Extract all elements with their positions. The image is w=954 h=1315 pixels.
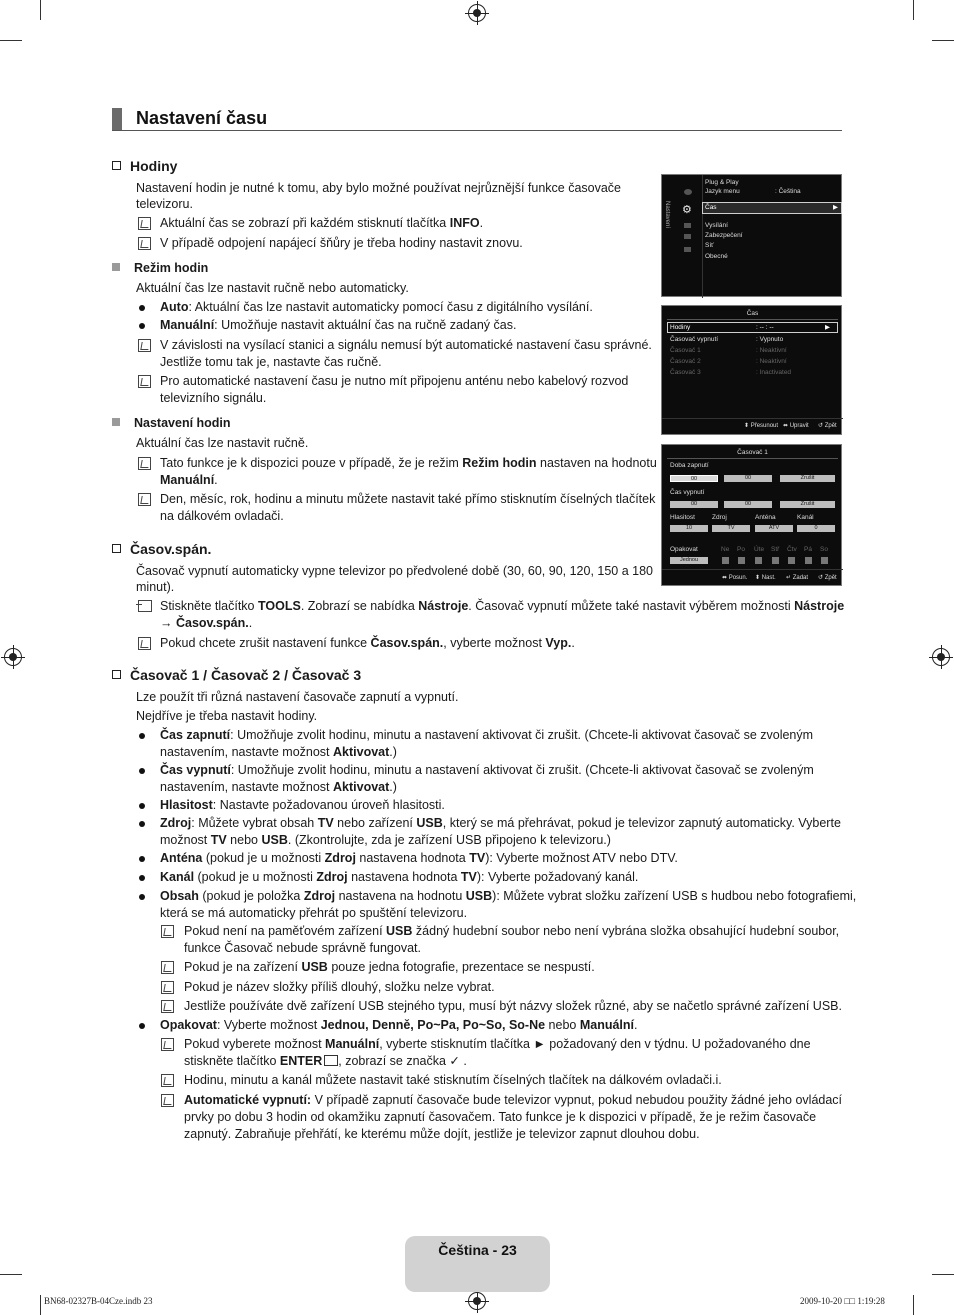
paragraph: minut).	[136, 580, 175, 594]
crop-mark	[40, 0, 41, 20]
page-label: Čeština - 23	[438, 1242, 517, 1258]
enter-key-icon	[324, 1055, 338, 1066]
crop-mark	[0, 40, 22, 41]
day-label: Úte	[754, 546, 765, 553]
note: V případě odpojení napájecí šňůry je třeba hodiny nastavit znovu.	[160, 236, 523, 250]
crop-mark	[0, 1274, 22, 1275]
list-item: Manuální: Umožňuje nastavit aktuální čas na ručně zadaný čas.	[160, 318, 517, 332]
list-item: Anténa (pokud je u možnosti Zdroj nastavena hodnota TV): Vyberte možnost ATV nebo DTV.	[160, 851, 678, 865]
crop-mark	[913, 0, 914, 20]
note: Jestliže používáte dvě zařízení USB stejného typu, musí být názvy složek různé, aby se načetlo správné zařízení USB.	[184, 999, 842, 1013]
registration-mark-icon	[468, 4, 486, 22]
note-icon	[161, 925, 174, 938]
row-value: : -- : --	[756, 324, 774, 331]
row-label: Hodiny	[670, 324, 691, 331]
field-channel[interactable]: 0	[797, 525, 835, 532]
note-icon	[161, 1094, 174, 1107]
note: Pokud je na zařízení USB pouze jedna fotografie, prezentace se nespustí.	[184, 960, 595, 974]
note-icon	[138, 493, 151, 506]
footer-hint: ↺ Zpět	[818, 575, 837, 581]
row-label[interactable]: Časovač 3	[670, 369, 701, 376]
bullet-icon	[139, 1023, 145, 1029]
footer-hint: ⬌ Posun.	[722, 575, 748, 581]
field-antenna[interactable]: ATV	[755, 525, 793, 532]
divider	[702, 175, 703, 298]
footer-datetime: 2009-10-20 □□ 1:19:28	[800, 1296, 885, 1306]
note: Pokud není na paměťovém zařízení USB žádný hudební soubor nebo není vybrána složka obsahující hudební soubor, funkce Časovač nebude správně fungovat.	[184, 924, 840, 955]
side-label: Nastavení	[664, 201, 670, 229]
divider	[662, 418, 843, 419]
day-label: Po	[737, 546, 745, 553]
footer-hint: ⬌ Upravit	[783, 423, 809, 429]
registration-mark-icon	[4, 648, 22, 666]
note-icon	[138, 457, 151, 470]
day-label: Pá	[804, 546, 812, 553]
divider	[667, 319, 838, 320]
footer-hint: ↵ Zadat	[786, 575, 809, 581]
list-item: Hlasitost: Nastavte požadovanou úroveň hlasitosti.	[160, 798, 445, 812]
field-label: Kanál	[797, 514, 814, 521]
note-icon	[161, 1000, 174, 1013]
day-checkbox[interactable]	[722, 557, 729, 564]
subheading-rezim-hodin: Režim hodin	[112, 261, 208, 275]
subheading-nastaveni-hodin: Nastavení hodin	[112, 416, 231, 430]
arrow-right-icon: ▶	[825, 324, 830, 331]
bullet-icon	[139, 856, 145, 862]
field-label: Anténa	[755, 514, 776, 521]
bullet-icon	[139, 894, 145, 900]
bullet-icon	[139, 875, 145, 881]
menu-item[interactable]: Obecné	[705, 253, 728, 260]
list-item: Obsah (pokud je položka Zdroj nastavena na hodnotu USB): Můžete vybrat složku zařízení USB s hudbou nebo fotografiemi, která se má automaticky přehrát po spuštění televizoru.	[160, 889, 857, 920]
menu-item-selected[interactable]	[702, 202, 842, 214]
screen-title: Čas	[746, 310, 759, 317]
note-icon	[138, 637, 151, 650]
row-value: : Neaktivní	[756, 347, 787, 354]
menu-icon	[684, 223, 691, 228]
field-hour[interactable]: 00	[670, 501, 718, 508]
field-activate[interactable]: Zrušit	[780, 501, 835, 508]
paragraph: Nastavení hodin je nutné k tomu, aby bylo možné používat nejrůznější funkce časovače	[136, 181, 622, 195]
leftright-icon: ⬌	[722, 575, 728, 581]
bullet-icon	[139, 803, 145, 809]
registration-mark-icon	[932, 648, 950, 666]
divider	[662, 569, 843, 570]
tv-screen-casovac1	[661, 444, 842, 586]
field-label: Opakovat	[670, 546, 698, 553]
field-source[interactable]: TV	[712, 525, 750, 532]
crop-mark	[40, 1295, 41, 1315]
note-icon	[138, 375, 151, 388]
field-volume[interactable]: 10	[670, 525, 708, 532]
row-value: : Vypnuto	[756, 336, 784, 343]
checkmark-icon: ✓	[449, 1054, 460, 1068]
day-checkbox[interactable]	[788, 557, 795, 564]
crop-mark	[932, 1274, 954, 1275]
list-item: Kanál (pokud je u možnosti Zdroj nastavena hodnota TV): Vyberte požadovaný kanál.	[160, 870, 639, 884]
note: Hodinu, minutu a kanál můžete nastavit také stisknutím číselných tlačítek na dálkovém ovladači.i.	[184, 1073, 722, 1087]
day-checkbox[interactable]	[755, 557, 762, 564]
return-icon: ↺	[818, 423, 824, 429]
bullet-icon	[139, 305, 145, 311]
title-divider	[112, 130, 842, 131]
gear-icon: ⚙	[682, 204, 692, 216]
note-icon	[161, 961, 174, 974]
crop-mark	[913, 1295, 914, 1315]
list-item: Čas zapnutí: Umožňuje zvolit hodinu, minutu a nastavení aktivovat či zrušit. (Chcete-li aktivovat časovač se zvoleným nastavením, nastavte možnost Aktivovat.)	[160, 728, 814, 759]
registration-mark-icon	[468, 1292, 486, 1310]
footer-hint: ⬍ Přesunout	[744, 423, 779, 429]
note: Pokud chcete zrušit nastavení funkce Časov.spán., vyberte možnost Vyp..	[160, 636, 575, 650]
updown-icon: ⬍	[744, 423, 750, 429]
field-label: Hlasitost	[670, 514, 695, 521]
bullet-icon	[139, 768, 145, 774]
menu-icon	[684, 247, 691, 252]
field-minute[interactable]: 00	[724, 475, 772, 482]
note: Den, měsíc, rok, hodinu a minutu můžete nastavit také přímo stisknutím číselných tlačítek na dálkovém ovladači.	[160, 492, 656, 523]
list-item: Opakovat: Vyberte možnost Jednou, Denně, Po~Pa, Po~So, So-Ne nebo Manuální.	[160, 1018, 638, 1032]
title-marker	[112, 108, 122, 130]
footer-hint: ⬍ Nast.	[755, 575, 776, 581]
note: Automatické vypnutí: V případě zapnutí časovače bude televizor vypnut, pokud nebudou použity žádné jeho ovládací prvky po dobu 3 hodin od okamžiku zapnutí časovačem. Tato funkce je k dispozici v případě, že je režim časovače zapnutý. Zabraňuje přehřátí, ke kterému může dojít, jestliže je televizor zapnut dlouhou dobu.	[184, 1093, 843, 1141]
square-bullet-icon	[112, 263, 120, 271]
note-icon	[138, 237, 151, 250]
list-item: Auto: Aktuální čas lze nastavit automaticky pomocí času z digitálního vysílání.	[160, 300, 593, 314]
day-checkbox[interactable]	[772, 557, 779, 564]
arrow-right-icon: ▶	[833, 204, 838, 211]
field-label: Zdroj	[712, 514, 727, 521]
row-value: : Neaktivní	[756, 358, 787, 365]
leftright-icon: ⬌	[783, 423, 789, 429]
menu-item[interactable]: Plug & Play	[705, 179, 739, 186]
bullet-icon	[139, 733, 145, 739]
paragraph: Časovač vypnutí automaticky vypne televizor po předvolené době (30, 60, 90, 120, 150 a 180	[136, 564, 653, 578]
note-icon	[161, 1038, 174, 1051]
menu-item[interactable]: Síť	[705, 242, 714, 249]
note-icon	[161, 981, 174, 994]
field-minute[interactable]: 00	[724, 501, 772, 508]
note: Aktuální čas se zobrazí při každém stisknutí tlačítka INFO.	[160, 216, 484, 230]
tv-screen-cas	[661, 305, 842, 435]
row-label[interactable]: Časovač vypnutí	[670, 336, 719, 343]
checkbox-icon	[112, 670, 121, 679]
note: Pro automatické nastavení času je nutno mít připojenu anténu nebo kabelový rozvod televizního signálu.	[160, 374, 629, 405]
note-icon	[138, 339, 151, 352]
day-label: Čtv	[787, 546, 797, 553]
menu-item[interactable]: Jazyk menu	[705, 188, 740, 195]
row-label[interactable]: Časovač 2	[670, 358, 701, 365]
note: V závislosti na vysílací stanici a signálu nemusí být automatické nastavení času správné. Jestliže tomu tak je, nastavte čas ručně.	[160, 338, 652, 369]
paragraph: Lze použít tři různá nastavení časovače zapnutí a vypnutí.	[136, 690, 459, 704]
paragraph: televizoru.	[136, 197, 193, 211]
day-checkbox[interactable]	[821, 557, 828, 564]
menu-icon	[684, 189, 692, 195]
note: Stiskněte tlačítko TOOLS. Zobrazí se nabídka Nástroje. Časovač vypnutí můžete také nastavit výběrem možnosti Nástroje → Časov.spán..	[160, 599, 845, 630]
square-bullet-icon	[112, 418, 120, 426]
note: Pokud vyberete možnost Manuální, vyberte stisknutím tlačítka ► požadovaný den v týdnu. U požadovaného dne stiskněte tlačítko ENTER , zobrazí se značka ✓ .	[184, 1037, 811, 1068]
menu-icon	[684, 234, 691, 239]
return-icon: ↺	[818, 575, 824, 581]
divider	[667, 458, 838, 459]
note: Pokud je název složky příliš dlouhý, složku nelze vybrat.	[184, 980, 495, 994]
paragraph: Aktuální čas lze nastavit ručně nebo automaticky.	[136, 281, 409, 295]
enter-icon: ↵	[786, 575, 792, 581]
list-item: Zdroj: Můžete vybrat obsah TV nebo zařízení USB, který se má přehrávat, pokud je televizor zapnutý automaticky. Vyberte možnost TV nebo USB. (Zkontrolujte, zda je zařízení USB připojeno k televizoru.)	[160, 816, 841, 847]
tools-icon	[138, 600, 152, 612]
footer-hint: ↺ Zpět	[818, 423, 837, 429]
field-label: Čas vypnutí	[670, 489, 705, 496]
list-item: Čas vypnutí: Umožňuje zvolit hodinu, minutu a nastavení aktivovat či zrušit. (Chcete-li aktivovat časovač se zvoleným nastavením, nastavte možnost Aktivovat.)	[160, 763, 814, 794]
note-icon	[138, 217, 151, 230]
note-icon	[161, 1074, 174, 1087]
field-label: Doba zapnutí	[670, 462, 709, 469]
checkbox-icon	[112, 161, 121, 170]
paragraph: Nejdříve je třeba nastavit hodiny.	[136, 709, 318, 723]
day-label: Stř	[771, 546, 780, 553]
field-repeat[interactable]: Jednou	[670, 557, 708, 564]
menu-item[interactable]: Zabezpečení	[705, 232, 743, 239]
tv-screen-setup-menu	[661, 174, 842, 297]
menu-item-value: : Čeština	[775, 188, 801, 195]
row-selected[interactable]	[667, 322, 838, 333]
day-label: So	[820, 546, 828, 553]
field-hour[interactable]: 00	[670, 475, 718, 482]
day-checkbox[interactable]	[805, 557, 812, 564]
section-heading-casovac: Časovač 1 / Časovač 2 / Časovač 3	[112, 667, 361, 683]
updown-icon: ⬍	[755, 575, 761, 581]
section-heading-hodiny: Hodiny	[112, 158, 177, 174]
checkbox-icon	[112, 544, 121, 553]
menu-item[interactable]: Čas	[705, 204, 717, 211]
field-activate[interactable]: Zrušit	[780, 475, 835, 482]
paragraph: Aktuální čas lze nastavit ručně.	[136, 436, 309, 450]
bullet-icon	[139, 821, 145, 827]
row-value: : Inactivated	[756, 369, 792, 376]
footer-file: BN68-02327B-04Cze.indb 23	[44, 1296, 153, 1306]
crop-mark	[932, 40, 954, 41]
bullet-icon	[139, 323, 145, 329]
row-label[interactable]: Časovač 1	[670, 347, 701, 354]
section-heading-casov-span: Časov.spán.	[112, 541, 211, 557]
note: Tato funkce je k dispozici pouze v případě, že je režim Režim hodin nastaven na hodnotu Manuální.	[160, 456, 657, 487]
menu-item[interactable]: Vysílání	[705, 222, 728, 229]
screen-title: Časovač 1	[737, 449, 768, 456]
day-checkbox[interactable]	[738, 557, 745, 564]
day-label: Ne	[721, 546, 730, 553]
page-title: Nastavení času	[136, 108, 268, 128]
